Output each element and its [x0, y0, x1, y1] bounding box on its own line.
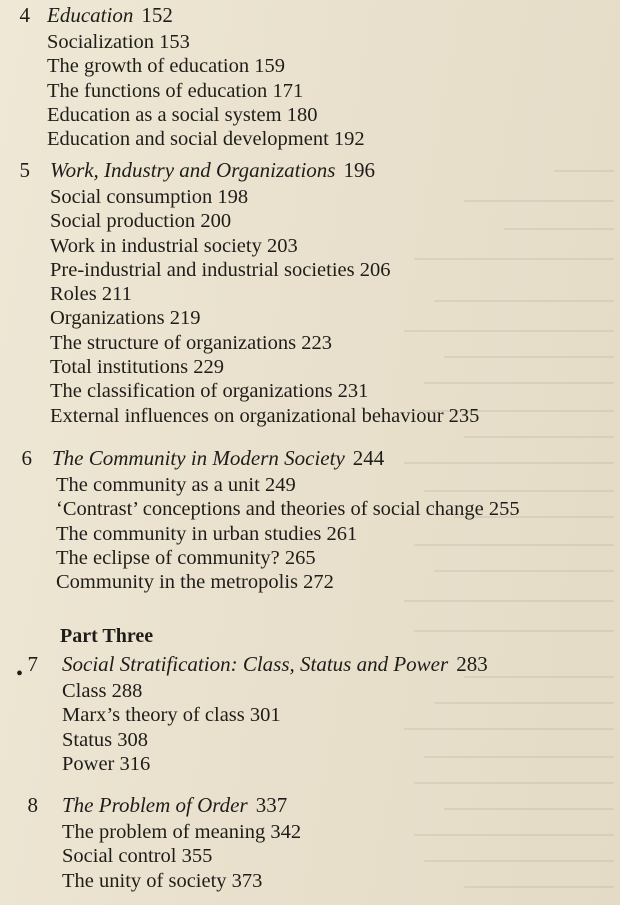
- list-item: [62, 869, 301, 893]
- entry-page: 171: [272, 79, 304, 102]
- show-through-line: [444, 808, 614, 810]
- entry-text: Roles: [50, 283, 97, 306]
- entry-text: The community in urban studies: [56, 522, 322, 545]
- list-item: [50, 185, 479, 209]
- entry-page: 211: [101, 283, 132, 306]
- entry-text: The unity of society: [62, 869, 227, 892]
- show-through-line: [404, 600, 614, 602]
- chapter-title: The Problem of Order: [62, 793, 248, 817]
- list-item: [56, 546, 520, 570]
- entry-text: ‘Contrast’ conceptions and theories of social change: [56, 498, 484, 521]
- entry-page: 261: [326, 522, 358, 545]
- entry-text: Total institutions: [50, 356, 189, 379]
- list-item: [56, 522, 520, 546]
- entry-page: 206: [359, 258, 391, 281]
- entry-page: 308: [117, 728, 148, 751]
- chapter-page: 244: [352, 446, 385, 470]
- entry-page: 229: [193, 356, 224, 379]
- chapter-page: 337: [255, 793, 288, 817]
- entry-page: 192: [333, 128, 365, 151]
- entry-text: Status: [62, 728, 113, 751]
- entry-page: 316: [119, 752, 151, 775]
- chapter-5: [3, 158, 479, 428]
- list-item: [56, 497, 520, 521]
- entry-text: The functions of education: [47, 79, 268, 102]
- chapter-title: Social Stratification: Class, Status and Power: [62, 652, 449, 676]
- chapter-4: [0, 3, 365, 151]
- chapter-page: 283: [456, 652, 488, 676]
- show-through-line: [424, 860, 614, 862]
- entry-page: 223: [301, 331, 332, 354]
- entry-text: Social control: [62, 845, 177, 868]
- chapter-number: 5: [19, 158, 30, 182]
- entry-page: 231: [337, 380, 369, 403]
- chapter-heading: [0, 3, 365, 27]
- list-item: [50, 258, 479, 282]
- entry-page: 265: [284, 546, 316, 569]
- entry-page: 373: [231, 869, 263, 892]
- entry-text: The problem of meaning: [62, 821, 266, 843]
- show-through-line: [464, 436, 614, 438]
- chapter-title: Work, Industry and Organizations: [50, 158, 336, 182]
- list-item: [47, 127, 365, 151]
- entry-page: 200: [200, 210, 232, 233]
- list-item: [62, 844, 301, 868]
- entry-page: 153: [159, 31, 190, 53]
- entry-text: The structure of organizations: [50, 331, 297, 354]
- entry-page: 159: [254, 55, 285, 78]
- chapter-number: 4: [19, 3, 30, 27]
- chapter-heading: [9, 793, 301, 817]
- entry-page: 355: [181, 845, 213, 868]
- entry-page: 203: [266, 234, 298, 257]
- entry-text: Social consumption: [50, 186, 213, 208]
- list-item: [50, 282, 479, 306]
- show-through-line: [414, 630, 614, 632]
- chapter-7: [7, 652, 488, 776]
- entry-text: Organizations: [50, 307, 165, 330]
- list-item: [62, 679, 488, 703]
- entry-text: Power: [62, 752, 115, 775]
- entry-page: 301: [249, 704, 281, 727]
- list-item: [50, 355, 479, 379]
- entry-page: 342: [270, 821, 302, 843]
- entry-page: 198: [217, 186, 249, 208]
- list-item: [56, 473, 520, 497]
- chapter-heading: [3, 158, 479, 182]
- entry-page: 219: [169, 307, 201, 330]
- margin-bullet-mark: •: [16, 663, 24, 685]
- entry-page: 272: [303, 571, 334, 594]
- list-item: [62, 820, 301, 844]
- entry-text: Pre-industrial and industrial societies: [50, 258, 355, 281]
- entry-text: Community in the metropolis: [56, 571, 299, 594]
- chapter-number: 8: [27, 793, 38, 817]
- entry-page: 180: [286, 103, 318, 126]
- chapter-number: 6: [21, 446, 32, 470]
- list-item: [47, 54, 365, 78]
- list-item: [47, 30, 365, 54]
- chapter-page: 152: [141, 3, 173, 27]
- chapter-8: [9, 793, 301, 893]
- show-through-line: [554, 170, 614, 172]
- list-item: [50, 234, 479, 258]
- entry-text: The growth of education: [47, 55, 250, 78]
- entry-text: Socialization: [47, 31, 155, 53]
- reverse-page-heading-ghost: [601, 6, 612, 57]
- list-item: [50, 209, 479, 233]
- list-item: [47, 79, 365, 103]
- entry-text: The classification of organizations: [50, 380, 333, 403]
- list-item: [62, 728, 488, 752]
- entry-text: Class: [62, 680, 107, 702]
- chapter-title: Education: [47, 3, 134, 27]
- entry-page: 255: [488, 498, 520, 521]
- list-item: [50, 306, 479, 330]
- entry-page: 235: [448, 404, 480, 427]
- chapter-6: [5, 446, 520, 594]
- chapter-heading: [5, 446, 520, 470]
- show-through-line: [464, 200, 614, 202]
- list-item: [62, 752, 488, 776]
- entry-text: External influences on organizational behaviour: [50, 404, 444, 427]
- show-through-line: [464, 886, 614, 888]
- list-item: [62, 703, 488, 727]
- entry-text: Work in industrial society: [50, 234, 262, 257]
- entry-page: 249: [264, 474, 296, 496]
- show-through-line: [414, 782, 614, 784]
- list-item: [50, 331, 479, 355]
- entry-text: Education as a social system: [47, 103, 282, 126]
- chapter-number: 7: [27, 652, 38, 676]
- list-item: [50, 404, 479, 428]
- show-through-line: [414, 834, 614, 836]
- entry-text: Education and social development: [47, 128, 329, 151]
- chapter-heading: [7, 652, 488, 676]
- chapter-title: The Community in Modern Society: [52, 446, 345, 470]
- entry-text: Marx’s theory of class: [62, 704, 245, 727]
- entry-text: Social production: [50, 210, 196, 233]
- part-heading: Part Three: [60, 625, 154, 647]
- entry-text: The community as a unit: [56, 474, 260, 496]
- show-through-line: [504, 228, 614, 230]
- list-item: [56, 570, 520, 594]
- entry-page: 288: [111, 680, 143, 702]
- list-item: [47, 103, 365, 127]
- list-item: [50, 379, 479, 403]
- entry-text: The eclipse of community?: [56, 546, 280, 569]
- chapter-page: 196: [343, 158, 375, 182]
